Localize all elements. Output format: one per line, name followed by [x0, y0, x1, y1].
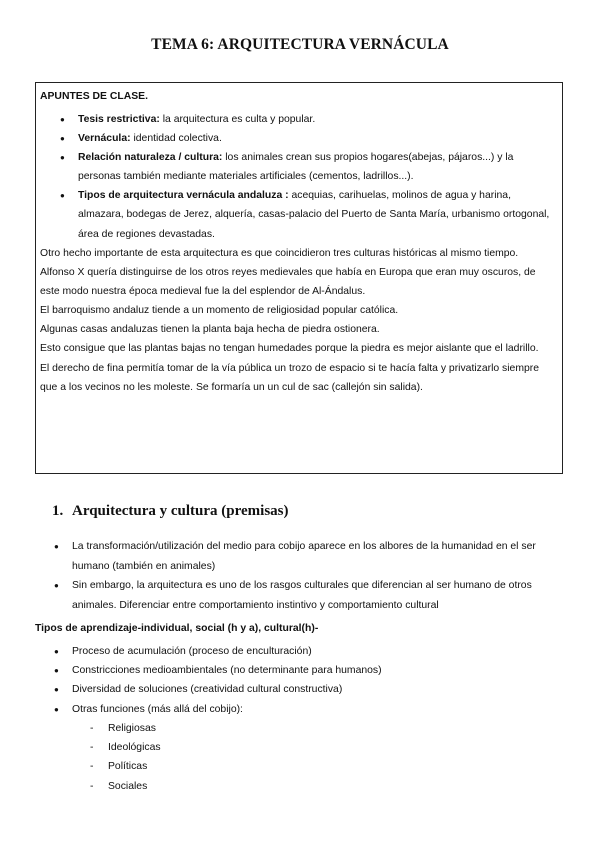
list-item: ● Proceso de acumulación (proceso de enculturación) [52, 642, 382, 661]
list-item: - Religiosas [88, 719, 161, 738]
functions-sub-list [88, 719, 161, 796]
list-item: ● La transformación/utilización del medio para cobijo aparece en los albores de la humanidad en el ser humano (también en animales) [52, 537, 557, 576]
list-item: - Ideológicas [88, 738, 161, 757]
bullet-text: los animales crean sus propios hogares(abejas, pájaros...) y la personas también mediante materiales artificiales (cementos, ladrillos...). [78, 152, 514, 183]
notes-heading: APUNTES DE CLASE. [40, 91, 148, 102]
bullet-label: Vernácula: [78, 133, 131, 145]
notes-paragraph: Otro hecho importante de esta arquitectura es que coincidieron tres culturas históricas al mismo tiempo. [40, 248, 519, 259]
list-item [36, 110, 562, 129]
list-item: - Políticas [88, 757, 161, 776]
notes-paragraph: El derecho de fina permitía tomar de la vía pública un trozo de espacio si te hacía falta y privatizarlo siempre que a los vecinos no les moleste. Se formaría un un cul de sac (callejón sin salida). [40, 362, 540, 393]
section-heading [52, 503, 289, 520]
learning-list [52, 642, 382, 719]
learning-types-title: Tipos de aprendizaje-individual, social (h y a), cultural(h)- [35, 623, 319, 634]
bullet-text: la arquitectura es culta y popular. [159, 114, 316, 125]
list-item: ● Diversidad de soluciones (creatividad cultural constructiva) [52, 680, 382, 699]
bullet-label: Tesis restrictiva: [78, 114, 160, 125]
list-item: ● Sin embargo, la arquitectura es uno de los rasgos culturales que diferencian al ser humano de otros animales. Diferenciar entre comportamiento instintivo y comportamiento cultural [52, 576, 557, 615]
bullet-text: acequias, carihuelas, molinos de agua y harina, almazara, bodegas de Jerez, alquería, casas-palacio del Puerto de Santa María, urbanismo ortogonal, área de regiones devastadas. [78, 190, 550, 240]
list-item: ● Constricciones medioambientales (no determinante para humanos) [52, 661, 382, 680]
section-title: Arquitectura y cultura (premisas) [72, 503, 289, 519]
list-item [36, 129, 562, 148]
section-bullet-list [52, 537, 557, 615]
bullet-label: Tipos de arquitectura vernácula andaluza : [78, 190, 289, 202]
notes-bullet-list [36, 110, 562, 244]
class-notes-box [35, 82, 563, 474]
list-item [36, 148, 562, 186]
section-number: 1. [52, 503, 64, 519]
list-item: ● Otras funciones (más allá del cobijo): [52, 700, 382, 719]
bullet-label: Relación naturaleza / cultura: [78, 152, 223, 164]
notes-paragraph: Esto consigue que las plantas bajas no tengan humedades porque la piedra es mejor aislante que el ladrillo. [40, 343, 539, 355]
list-item: - Sociales [88, 777, 161, 796]
list-item [36, 186, 562, 243]
notes-paragraph: El barroquismo andaluz tiende a un momento de religiosidad popular católica. [40, 305, 399, 317]
page-title: TEMA 6: ARQUITECTURA VERNÁCULA [151, 36, 449, 53]
notes-paragraph: Alfonso X quería distinguirse de los otros reyes medievales que había en Europa que eran muy oscuros, de este modo nuestra época medieval fue la del esplendor de Al-Ándalus. [40, 267, 536, 298]
notes-paragraph: Algunas casas andaluzas tienen la planta baja hecha de piedra ostionera. [40, 324, 380, 336]
bullet-text: identidad colectiva. [130, 133, 222, 145]
notes-paragraphs [40, 244, 540, 397]
